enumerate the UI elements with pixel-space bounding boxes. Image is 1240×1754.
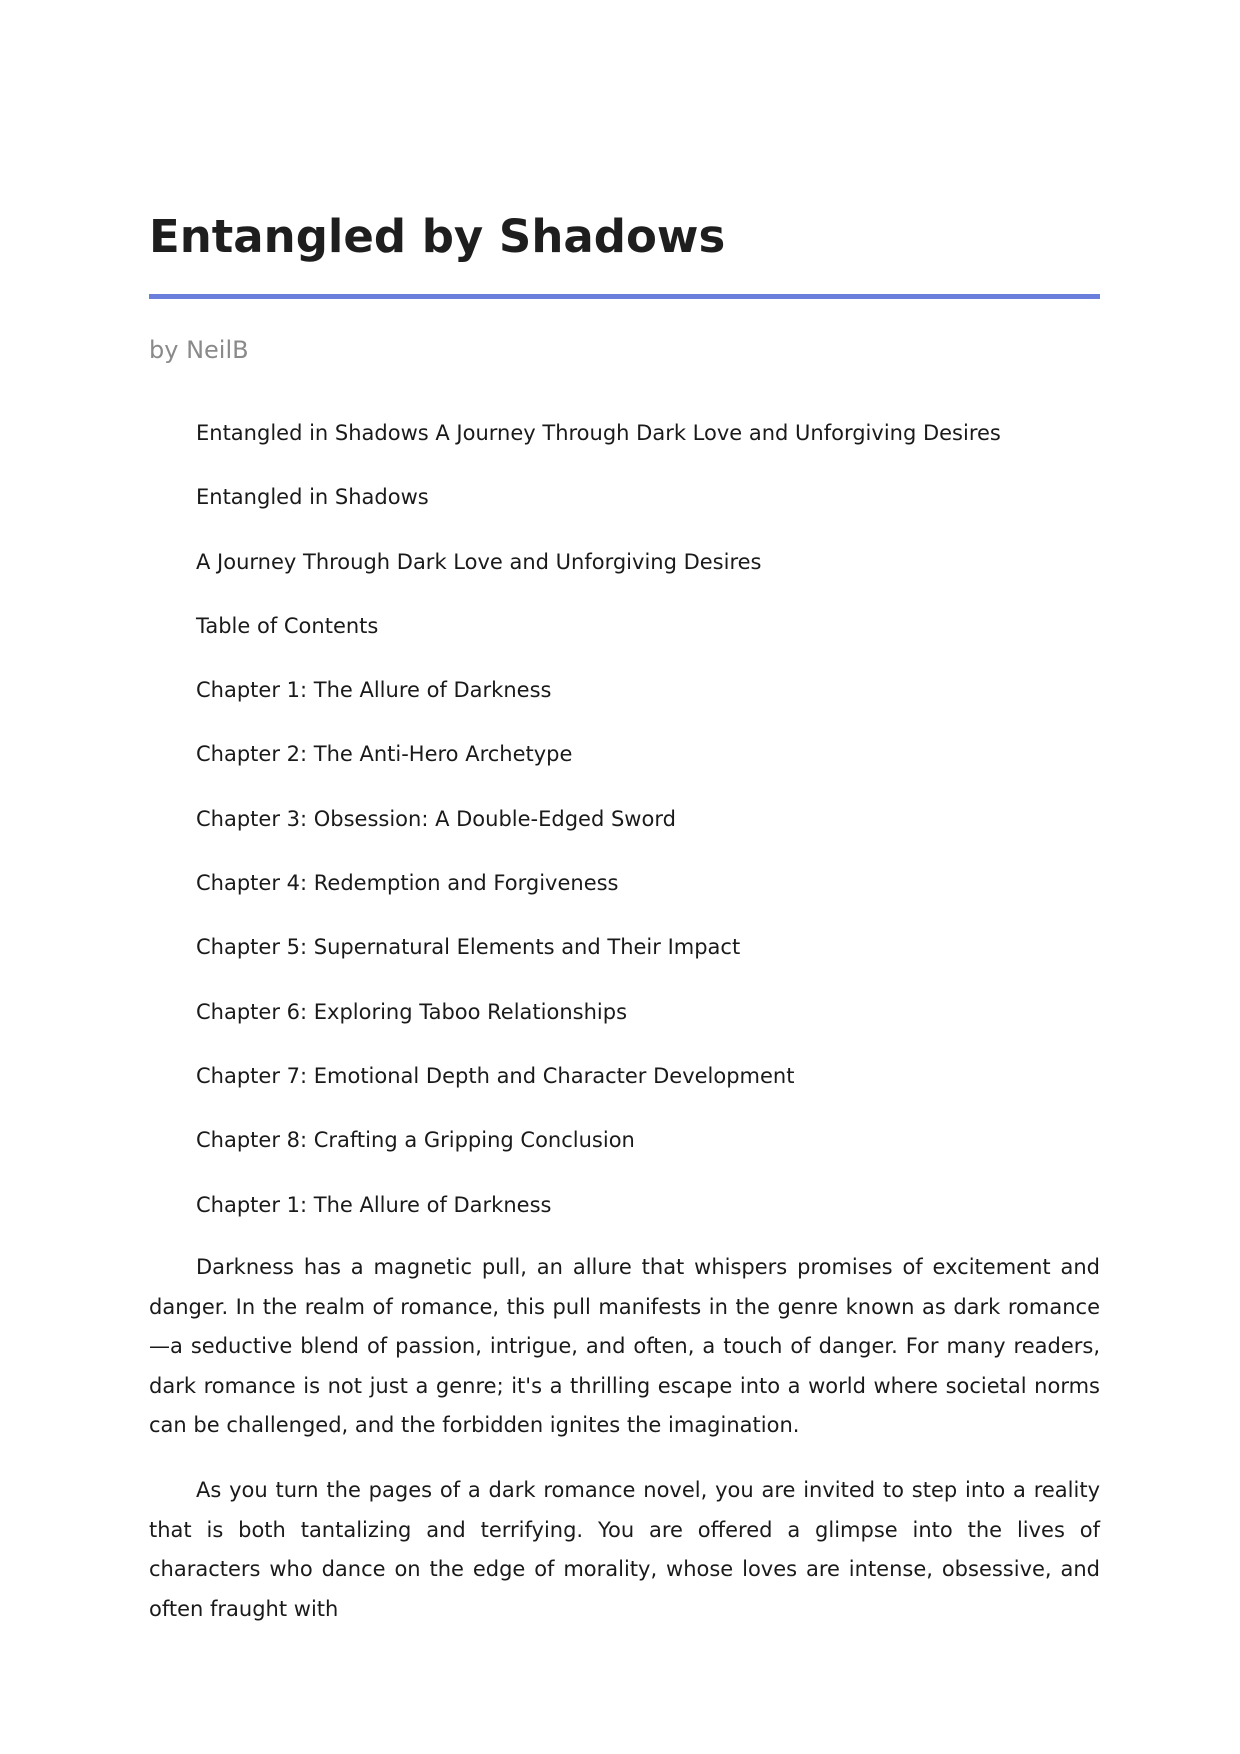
toc-entry: Chapter 5: Supernatural Elements and Their Impact [196, 935, 741, 960]
chapter-heading: Chapter 1: The Allure of Darkness [196, 1192, 552, 1217]
text-line: A Journey Through Dark Love and Unforgiving Desires [196, 549, 762, 574]
toc-entry: Chapter 4: Redemption and Forgiveness [196, 871, 619, 896]
toc-entry: Chapter 3: Obsession: A Double-Edged Sword [196, 806, 676, 831]
toc-entry: Chapter 7: Emotional Depth and Character Development [196, 1063, 795, 1088]
body-paragraph: As you turn the pages of a dark romance novel, you are invited to step into a reality that is both tantalizing and terrifying. You are offered a glimpse into the lives of characters who dance on the edge of morality, whose loves are intense, obsessive, and often fraught with [149, 1478, 1100, 1621]
author-byline: by NeilB [149, 336, 249, 364]
title-divider [149, 294, 1100, 299]
text-line: Entangled in Shadows [196, 485, 429, 510]
toc-entry: Chapter 6: Exploring Taboo Relationships [196, 999, 628, 1024]
front-matter [149, 416, 1100, 1252]
toc-entry: Chapter 8: Crafting a Gripping Conclusion [196, 1128, 635, 1153]
toc-heading: Table of Contents [196, 613, 379, 638]
document-title: Entangled by Shadows [149, 210, 726, 263]
text-line: Entangled in Shadows A Journey Through Dark Love and Unforgiving Desires [196, 421, 1001, 445]
toc-entry: Chapter 1: The Allure of Darkness [196, 678, 552, 703]
toc-entry: Chapter 2: The Anti-Hero Archetype [196, 742, 573, 767]
body-paragraph: Darkness has a magnetic pull, an allure that whispers promises of excitement and danger. In the realm of romance, this pull manifests in the genre known as dark romance—a seductive blend of passion, intrigue, and often, a touch of danger. For many readers, dark romance is not just a genre; it's a thrilling escape into a world where societal norms can be challenged, and the forbidden ignites the imagination. [149, 1255, 1100, 1438]
